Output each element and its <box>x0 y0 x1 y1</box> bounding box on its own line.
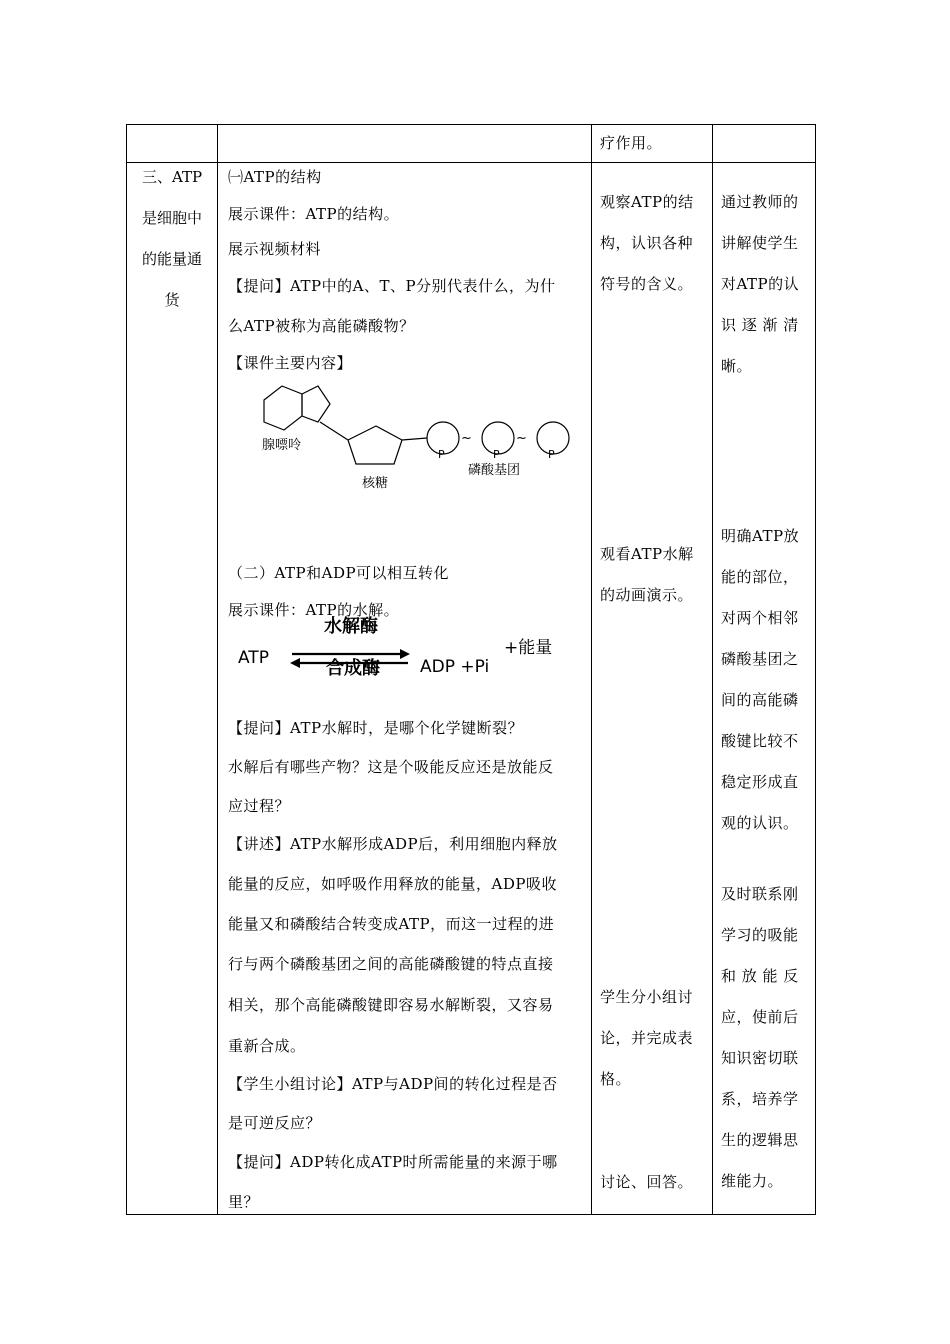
student-activity-line: 的动画演示。 <box>600 586 694 604</box>
enzyme-hydrolase: 水解酶 <box>324 616 378 637</box>
design-intent-line: 晰。 <box>721 357 753 375</box>
student-activity-line: 学生分小组讨 <box>600 988 694 1006</box>
discussion-line: 是可逆反应？ <box>228 1114 322 1132</box>
section2-title: （二）ATP和ADP可以相互转化 <box>228 564 450 582</box>
design-intent-line: 生的逻辑思 <box>721 1131 799 1149</box>
question1-line2: 么ATP被称为高能磷酸物？ <box>228 317 415 335</box>
reaction-energy: +能量 <box>504 638 553 658</box>
phosphate-p-label-1: P <box>438 448 445 461</box>
design-intent-line: 稳定形成直 <box>721 773 799 791</box>
lecture-line: 能量的反应，如呼吸作用释放的能量，ADP吸收 <box>228 875 557 893</box>
topic-line: 三、ATP <box>141 168 203 186</box>
lecture-line: 相关，那个高能磷酸键即容易水解断裂，又容易 <box>228 996 554 1014</box>
lecture-line: 【讲述】ATP水解形成ADP后，利用细胞内释放 <box>228 835 558 853</box>
section1-title: ㈠ATP的结构 <box>228 168 322 186</box>
adenine-label: 腺嘌呤 <box>262 438 302 453</box>
design-intent-line: 讲解使学生 <box>721 234 799 252</box>
adenine-hexagon <box>264 386 302 430</box>
design-intent-line: 和 放 能 反 <box>721 967 799 985</box>
show-hydrolysis: 展示课件：ATP的水解。 <box>228 601 400 619</box>
student-activity-line: 构，认识各种 <box>600 234 694 252</box>
ribose-pentagon <box>348 426 402 464</box>
table-bottom-border <box>126 1214 816 1215</box>
atp-adp-reaction <box>230 610 570 685</box>
phosphate-p-label-2: P <box>493 448 500 461</box>
question2-line: 水解后有哪些产物？这是个吸能反应还是放能反 <box>228 758 554 776</box>
design-intent-line: 应，使前后 <box>721 1008 799 1026</box>
question2-line: 应过程？ <box>228 797 291 815</box>
col-border-1 <box>217 124 218 1214</box>
phosphate-group-label: 磷酸基团 <box>468 463 521 478</box>
question2-line: 【提问】ATP水解时，是哪个化学键断裂？ <box>228 719 524 737</box>
topic-line: 货 <box>164 291 180 309</box>
reaction-adp-pi: ADP +Pi <box>420 657 490 677</box>
topic-line: 的能量通 <box>141 250 202 268</box>
row1-col3-text: 疗作用。 <box>600 134 663 152</box>
col-border-3 <box>712 124 713 1214</box>
col-border-right <box>815 124 816 1214</box>
phosphate-p-label-3: P <box>548 448 555 461</box>
bond-ribose-phosphate <box>402 438 427 440</box>
ribose-label: 核糖 <box>362 476 389 491</box>
design-intent-line: 知识密切联 <box>721 1049 799 1067</box>
enzyme-synthase: 合成酶 <box>326 658 380 679</box>
row2-topic-cell <box>127 166 217 330</box>
high-energy-bond-1: ~ <box>461 431 472 446</box>
question3-line: 【提问】ADP转化成ATP时所需能量的来源于哪 <box>228 1153 558 1171</box>
high-energy-bond-2: ~ <box>516 431 527 446</box>
discussion-line: 【学生小组讨论】ATP与ADP间的转化过程是否 <box>228 1075 558 1093</box>
student-activity-line: 观看ATP水解 <box>600 545 694 563</box>
design-intent-line: 磷酸基团之 <box>721 650 799 668</box>
design-intent-line: 对两个相邻 <box>721 609 799 627</box>
reverse-arrow-head <box>290 658 300 668</box>
question1-line1: 【提问】ATP中的A、T、P分别代表什么，为什 <box>228 277 556 295</box>
adenine-pentagon <box>302 386 330 422</box>
topic-line: 是细胞中 <box>141 209 202 227</box>
atp-structure-diagram <box>250 378 580 493</box>
show-structure: 展示课件：ATP的结构。 <box>228 205 400 223</box>
student-activity-line: 格。 <box>600 1070 632 1088</box>
student-activity-line: 论，并完成表 <box>600 1029 694 1047</box>
student-activity-line: 符号的含义。 <box>600 275 694 293</box>
design-intent-line: 及时联系刚 <box>721 885 799 903</box>
reaction-atp: ATP <box>238 648 269 668</box>
col-border-2 <box>591 124 592 1214</box>
design-intent-line: 学习的吸能 <box>721 926 799 944</box>
design-intent-line: 间的高能磷 <box>721 691 799 709</box>
question3-line: 里？ <box>228 1193 260 1211</box>
lecture-line: 能量又和磷酸结合转变成ATP，而这一过程的进 <box>228 915 555 933</box>
lecture-line: 重新合成。 <box>228 1037 306 1055</box>
design-intent-line: 明确ATP放 <box>721 527 800 545</box>
forward-arrow-head <box>400 649 410 659</box>
student-activity-line: 观察ATP的结 <box>600 193 694 211</box>
design-intent-line: 能的部位， <box>721 568 799 586</box>
courseware-main: 【课件主要内容】 <box>228 354 353 372</box>
design-intent-line: 通过教师的 <box>721 193 799 211</box>
design-intent-line: 观的认识。 <box>721 814 799 832</box>
design-intent-line: 系，培养学 <box>721 1090 799 1108</box>
student-activity-line: 讨论、回答。 <box>600 1173 694 1191</box>
show-video: 展示视频材料 <box>228 240 322 258</box>
design-intent-line: 对ATP的认 <box>721 275 800 293</box>
lecture-line: 行与两个磷酸基团之间的高能磷酸键的特点直接 <box>228 955 554 973</box>
design-intent-line: 识 逐 渐 清 <box>721 316 799 334</box>
design-intent-line: 维能力。 <box>721 1172 784 1190</box>
design-intent-line: 酸键比较不 <box>721 732 799 750</box>
bond-adenine-ribose <box>320 422 348 440</box>
